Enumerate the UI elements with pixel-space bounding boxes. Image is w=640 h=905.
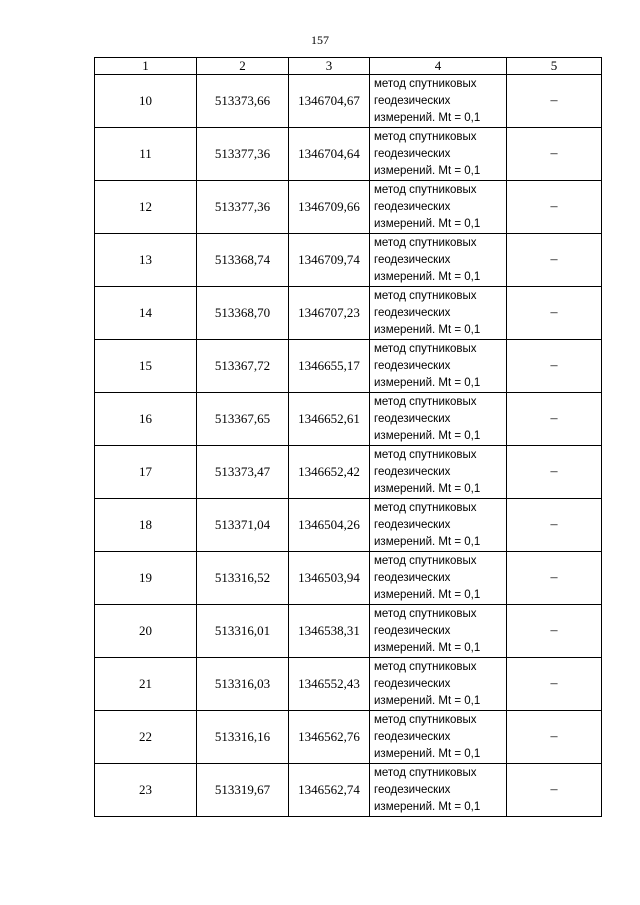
- note-cell: –: [507, 234, 602, 287]
- method-line: измерений. Mt = 0,1: [374, 641, 481, 654]
- table-row: [95, 75, 602, 128]
- method-cell: [370, 234, 507, 287]
- method-cell: [370, 605, 507, 658]
- table-row: [95, 764, 602, 817]
- method-line: измерений. Mt = 0,1: [374, 376, 481, 389]
- table-row: [95, 234, 602, 287]
- y-coordinate-cell: 1346503,94: [289, 552, 370, 605]
- header-row: [95, 58, 602, 75]
- x-coordinate-cell: 513316,03: [197, 658, 289, 711]
- y-coordinate-cell: 1346504,26: [289, 499, 370, 552]
- header-col-2: 2: [197, 58, 289, 75]
- point-number-cell: 17: [95, 446, 197, 499]
- method-line: метод спутниковых: [374, 77, 477, 90]
- method-line: метод спутниковых: [374, 289, 477, 302]
- table-row: [95, 499, 602, 552]
- point-number-cell: 14: [95, 287, 197, 340]
- x-coordinate-cell: 513319,67: [197, 764, 289, 817]
- x-coordinate-cell: 513377,36: [197, 128, 289, 181]
- point-number-cell: 15: [95, 340, 197, 393]
- x-coordinate-cell: 513316,52: [197, 552, 289, 605]
- method-cell: [370, 764, 507, 817]
- table-row: [95, 711, 602, 764]
- note-cell: –: [507, 658, 602, 711]
- table-body: [95, 75, 602, 817]
- note-cell: –: [507, 499, 602, 552]
- method-cell: [370, 499, 507, 552]
- y-coordinate-cell: 1346552,43: [289, 658, 370, 711]
- point-number-cell: 23: [95, 764, 197, 817]
- method-line: метод спутниковых: [374, 342, 477, 355]
- method-line: геодезических: [374, 465, 451, 478]
- note-cell: –: [507, 393, 602, 446]
- header-col-5: 5: [507, 58, 602, 75]
- method-line: геодезических: [374, 359, 451, 372]
- table-row: [95, 287, 602, 340]
- point-number-cell: 20: [95, 605, 197, 658]
- note-cell: –: [507, 711, 602, 764]
- method-cell: [370, 128, 507, 181]
- x-coordinate-cell: 513367,72: [197, 340, 289, 393]
- method-line: геодезических: [374, 677, 451, 690]
- table-row: [95, 393, 602, 446]
- method-line: метод спутниковых: [374, 130, 477, 143]
- table-row: [95, 658, 602, 711]
- coordinates-table: [94, 57, 602, 817]
- point-number-cell: 22: [95, 711, 197, 764]
- point-number-cell: 19: [95, 552, 197, 605]
- x-coordinate-cell: 513373,66: [197, 75, 289, 128]
- y-coordinate-cell: 1346709,74: [289, 234, 370, 287]
- page-number: 157: [311, 33, 329, 47]
- x-coordinate-cell: 513316,16: [197, 711, 289, 764]
- method-line: геодезических: [374, 624, 451, 637]
- method-line: измерений. Mt = 0,1: [374, 800, 481, 813]
- x-coordinate-cell: 513377,36: [197, 181, 289, 234]
- method-line: метод спутниковых: [374, 183, 477, 196]
- method-line: геодезических: [374, 412, 451, 425]
- method-line: измерений. Mt = 0,1: [374, 429, 481, 442]
- note-cell: –: [507, 340, 602, 393]
- y-coordinate-cell: 1346562,76: [289, 711, 370, 764]
- method-line: геодезических: [374, 253, 451, 266]
- table-row: [95, 446, 602, 499]
- note-cell: –: [507, 552, 602, 605]
- table-row: [95, 340, 602, 393]
- x-coordinate-cell: 513371,04: [197, 499, 289, 552]
- x-coordinate-cell: 513316,01: [197, 605, 289, 658]
- header-col-4: 4: [370, 58, 507, 75]
- method-line: метод спутниковых: [374, 395, 477, 408]
- method-cell: [370, 181, 507, 234]
- point-number-cell: 10: [95, 75, 197, 128]
- y-coordinate-cell: 1346652,61: [289, 393, 370, 446]
- y-coordinate-cell: 1346704,64: [289, 128, 370, 181]
- y-coordinate-cell: 1346707,23: [289, 287, 370, 340]
- method-line: геодезических: [374, 94, 451, 107]
- note-cell: –: [507, 75, 602, 128]
- x-coordinate-cell: 513368,74: [197, 234, 289, 287]
- point-number-cell: 13: [95, 234, 197, 287]
- x-coordinate-cell: 513367,65: [197, 393, 289, 446]
- method-line: геодезических: [374, 783, 451, 796]
- y-coordinate-cell: 1346655,17: [289, 340, 370, 393]
- y-coordinate-cell: 1346562,74: [289, 764, 370, 817]
- method-line: геодезических: [374, 730, 451, 743]
- method-cell: [370, 711, 507, 764]
- note-cell: –: [507, 446, 602, 499]
- y-coordinate-cell: 1346704,67: [289, 75, 370, 128]
- method-line: метод спутниковых: [374, 607, 477, 620]
- y-coordinate-cell: 1346652,42: [289, 446, 370, 499]
- method-line: метод спутниковых: [374, 766, 477, 779]
- table-row: [95, 605, 602, 658]
- note-cell: –: [507, 605, 602, 658]
- method-cell: [370, 552, 507, 605]
- method-line: измерений. Mt = 0,1: [374, 111, 481, 124]
- y-coordinate-cell: 1346538,31: [289, 605, 370, 658]
- point-number-cell: 12: [95, 181, 197, 234]
- method-cell: [370, 446, 507, 499]
- y-coordinate-cell: 1346709,66: [289, 181, 370, 234]
- method-line: измерений. Mt = 0,1: [374, 747, 481, 760]
- method-line: измерений. Mt = 0,1: [374, 694, 481, 707]
- method-line: измерений. Mt = 0,1: [374, 535, 481, 548]
- point-number-cell: 16: [95, 393, 197, 446]
- method-cell: [370, 393, 507, 446]
- point-number-cell: 11: [95, 128, 197, 181]
- method-line: метод спутниковых: [374, 713, 477, 726]
- x-coordinate-cell: 513373,47: [197, 446, 289, 499]
- method-line: геодезических: [374, 306, 451, 319]
- method-line: измерений. Mt = 0,1: [374, 588, 481, 601]
- method-line: измерений. Mt = 0,1: [374, 217, 481, 230]
- note-cell: –: [507, 287, 602, 340]
- method-line: геодезических: [374, 518, 451, 531]
- x-coordinate-cell: 513368,70: [197, 287, 289, 340]
- method-line: измерений. Mt = 0,1: [374, 482, 481, 495]
- note-cell: –: [507, 181, 602, 234]
- point-number-cell: 21: [95, 658, 197, 711]
- table-row: [95, 181, 602, 234]
- method-cell: [370, 75, 507, 128]
- method-line: измерений. Mt = 0,1: [374, 270, 481, 283]
- method-cell: [370, 658, 507, 711]
- point-number-cell: 18: [95, 499, 197, 552]
- method-cell: [370, 287, 507, 340]
- method-line: метод спутниковых: [374, 501, 477, 514]
- header-col-1: 1: [95, 58, 197, 75]
- note-cell: –: [507, 764, 602, 817]
- method-line: измерений. Mt = 0,1: [374, 164, 481, 177]
- method-line: геодезических: [374, 200, 451, 213]
- method-line: метод спутниковых: [374, 448, 477, 461]
- method-line: геодезических: [374, 571, 451, 584]
- method-line: метод спутниковых: [374, 660, 477, 673]
- note-cell: –: [507, 128, 602, 181]
- table-row: [95, 552, 602, 605]
- method-line: измерений. Mt = 0,1: [374, 323, 481, 336]
- table-row: [95, 128, 602, 181]
- method-line: геодезических: [374, 147, 451, 160]
- method-line: метод спутниковых: [374, 554, 477, 567]
- method-cell: [370, 340, 507, 393]
- header-col-3: 3: [289, 58, 370, 75]
- method-line: метод спутниковых: [374, 236, 477, 249]
- table-header: [95, 58, 602, 75]
